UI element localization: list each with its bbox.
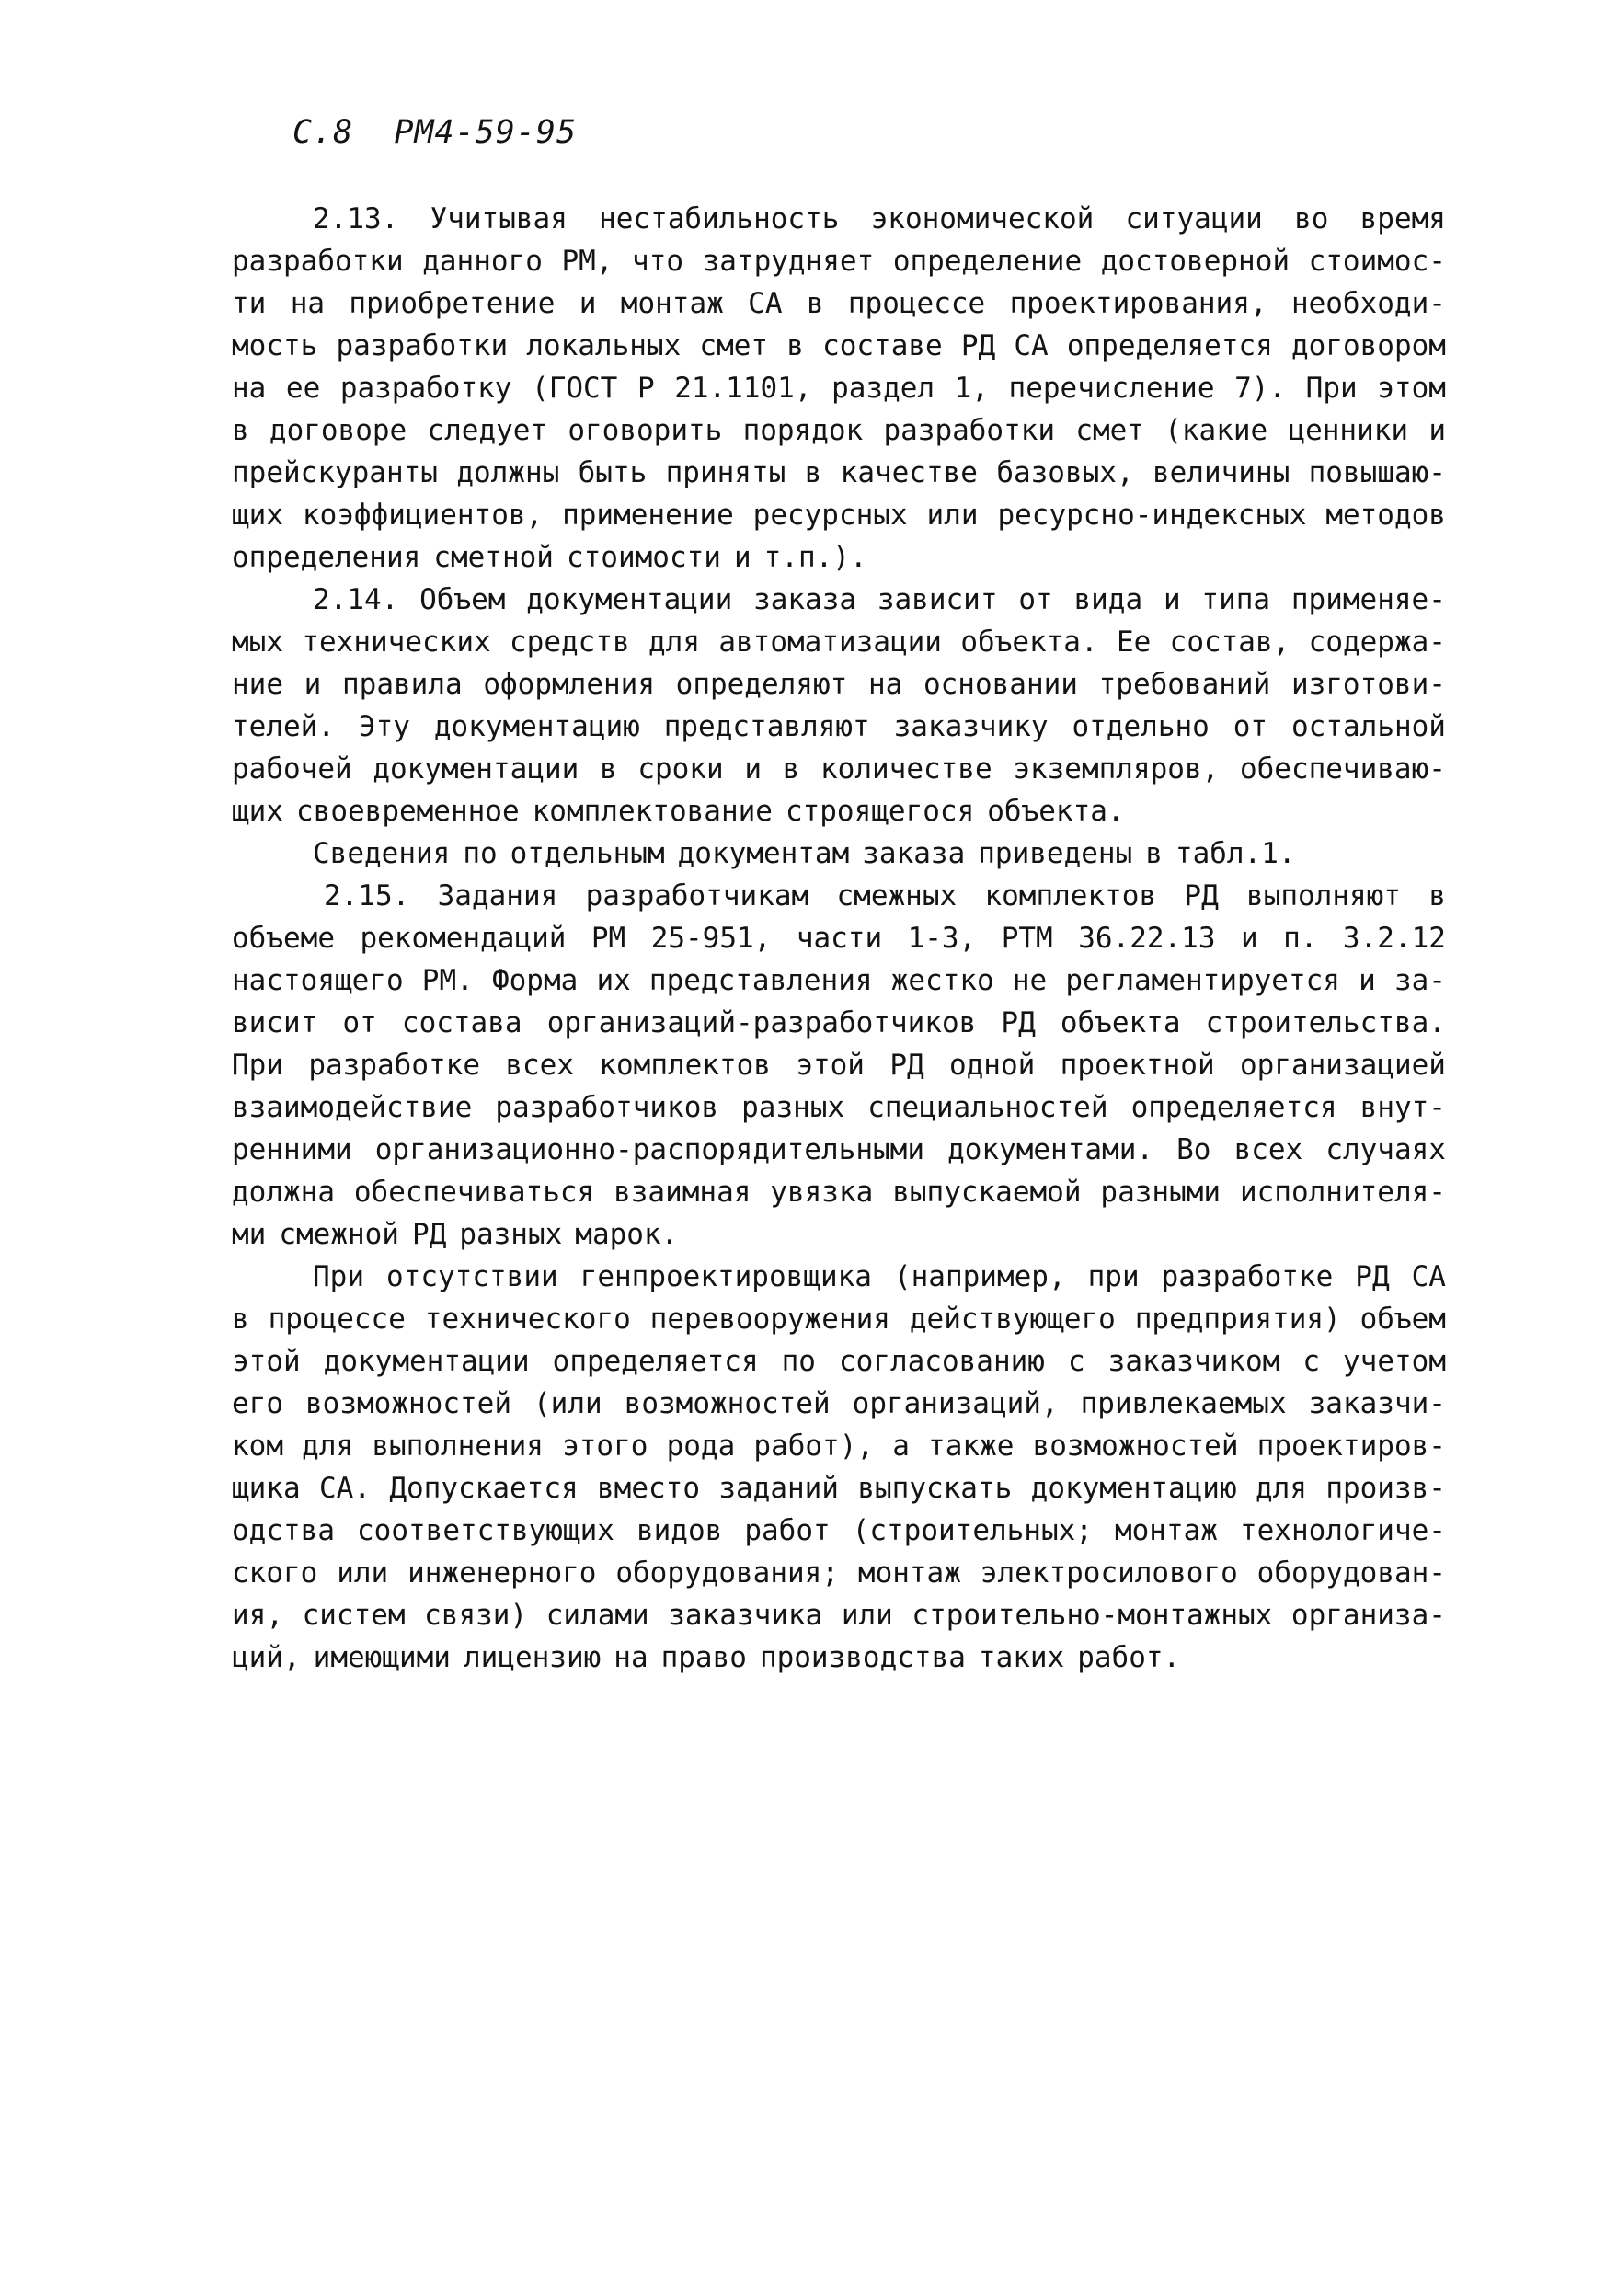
text-line: При разработке всех комплектов этой РД одной проектной организацией [232, 1049, 1446, 1082]
text-line: в договоре следует оговорить порядок разработки смет (какие ценники и [232, 414, 1446, 447]
text-line: разработки данного РМ, что затрудняет определение достоверной стоимос- [232, 245, 1446, 278]
text-line: взаимодействие разработчиков разных специальностей определяется внут- [232, 1091, 1446, 1124]
text-line: висит от состава организаций-разработчиков РД объекта строительства. [232, 1006, 1446, 1039]
text-line: щика СА. Допускается вместо заданий выпускать документацию для произв- [232, 1472, 1446, 1505]
text-line: ского или инженерного оборудования; монтаж электросилового оборудован- [232, 1556, 1446, 1590]
text-line: ми смежной РД разных марок. [232, 1218, 679, 1251]
text-line: настоящего РМ. Форма их представления жестко не регламентируется и за- [232, 964, 1446, 997]
text-line: объеме рекомендаций РМ 25-951, части 1-3, РТМ 36.22.13 и п. 3.2.12 [232, 922, 1446, 955]
text-line: ние и правила оформления определяют на основании требований изготови- [232, 668, 1446, 701]
text-line: ком для выполнения этого рода работ), а также возможностей проектиров- [232, 1429, 1446, 1463]
text-line: рабочей документации в сроки и в количестве экземпляров, обеспечиваю- [232, 752, 1446, 786]
text-line: этой документации определяется по согласованию с заказчиком с учетом [232, 1345, 1446, 1378]
text-line: телей. Эту документацию представляют заказчику отдельно от остальной [232, 710, 1446, 743]
text-line: в процессе технического перевооружения действующего предприятия) объем [232, 1303, 1446, 1336]
text-line: определения сметной стоимости и т.п.). [232, 541, 867, 574]
page-reference: С.8 [292, 114, 354, 151]
text-line: должна обеспечиваться взаимная увязка выпускаемой разными исполнителя- [232, 1176, 1446, 1209]
text-line: 2.13. Учитывая нестабильность экономической ситуации во время [313, 202, 1446, 235]
text-line: на ее разработку (ГОСТ Р 21.1101, раздел 1, перечисление 7). При этом [232, 372, 1446, 405]
page-header [292, 114, 577, 151]
text-line: Сведения по отдельным документам заказа приведены в табл.1. [313, 837, 1296, 870]
text-line: его возможностей (или возможностей организаций, привлекаемых заказчи- [232, 1387, 1446, 1420]
text-line: щих коэффициентов, применение ресурсных или ресурсно-индексных методов [232, 499, 1446, 532]
text-line: 2.15. Задания разработчикам смежных комплектов РД выполняют в [324, 879, 1446, 913]
text-line: прейскуранты должны быть приняты в качестве базовых, величины повышаю- [232, 456, 1446, 489]
text-line: щих своевременное комплектование строящегося объекта. [232, 795, 1125, 828]
text-line: 2.14. Объем документации заказа зависит от вида и типа применяе- [313, 583, 1446, 616]
text-line: одства соответствующих видов работ (строительных; монтаж технологиче- [232, 1514, 1446, 1547]
text-line: При отсутствии генпроектировщика (например, при разработке РД СА [313, 1260, 1446, 1293]
text-line: ренними организационно-распорядительными документами. Во всех случаях [232, 1133, 1446, 1166]
document-code: РМ4-59-95 [394, 114, 578, 151]
text-line: ций, имеющими лицензию на право производства таких работ. [232, 1641, 1181, 1674]
text-line: мость разработки локальных смет в составе РД СА определяется договором [232, 329, 1446, 362]
text-line: ия, систем связи) силами заказчика или строительно-монтажных организа- [232, 1599, 1446, 1632]
text-line: мых технических средств для автоматизации объекта. Ее состав, содержа- [232, 626, 1446, 659]
text-line: ти на приобретение и монтаж СА в процессе проектирования, необходи- [232, 287, 1446, 320]
